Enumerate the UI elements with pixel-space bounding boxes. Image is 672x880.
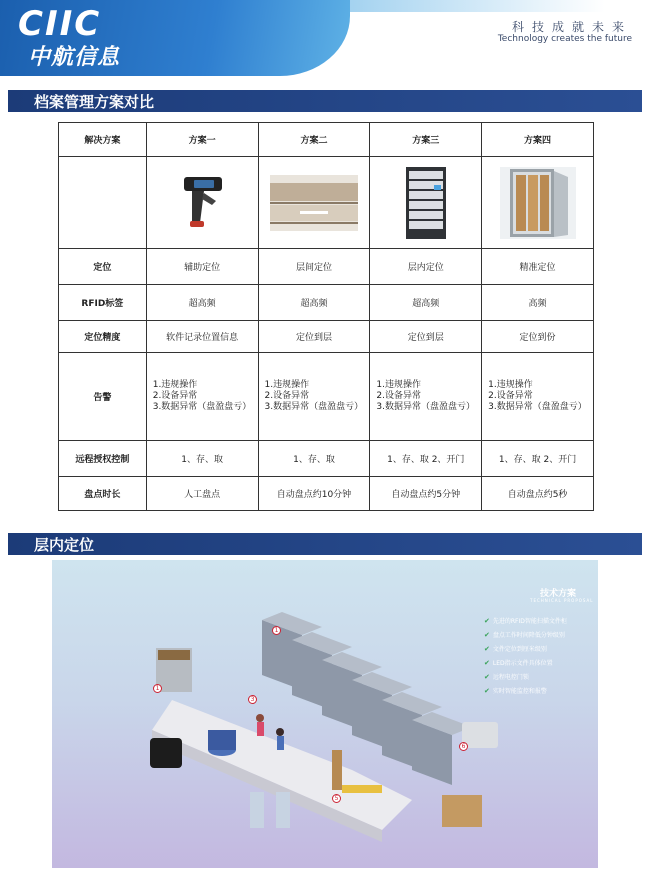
table-cell: 超高频 bbox=[146, 285, 258, 321]
alarm-line: 2.设备异常 bbox=[376, 391, 422, 401]
table-cell: 高频 bbox=[482, 285, 594, 321]
check-icon: ✔ bbox=[484, 617, 490, 625]
table-cell: 精准定位 bbox=[482, 249, 594, 285]
table-cell: 定位到份 bbox=[482, 321, 594, 353]
table-cell: 层间定位 bbox=[258, 249, 370, 285]
feature-item bbox=[484, 630, 565, 639]
technical-proposal-illustration bbox=[52, 560, 598, 868]
table-cell-alarm bbox=[482, 353, 594, 441]
alarm-line: 1.违规操作 bbox=[376, 380, 422, 390]
check-icon: ✔ bbox=[484, 645, 490, 653]
section-bar-in-layer bbox=[8, 533, 642, 555]
table-header-cell: 方案四 bbox=[482, 123, 594, 157]
feature-text: LED指示文件具体位置 bbox=[492, 660, 553, 667]
check-icon: ✔ bbox=[484, 631, 490, 639]
table-row-alarm bbox=[59, 353, 594, 441]
table-row-label: 告警 bbox=[59, 353, 147, 441]
table-row-label: 远程授权控制 bbox=[59, 441, 147, 477]
table-cell: 辅助定位 bbox=[146, 249, 258, 285]
alarm-line: 1.违规操作 bbox=[152, 380, 198, 390]
feature-item bbox=[484, 672, 529, 681]
table-cell: 软件记录位置信息 bbox=[146, 321, 258, 353]
section-title-comparison: 档案管理方案对比 bbox=[34, 93, 155, 111]
table-cell: 1、存、取 bbox=[258, 441, 370, 477]
table-header-cell: 方案三 bbox=[370, 123, 482, 157]
table-header-cell: 方案一 bbox=[146, 123, 258, 157]
table-cell: 定位到层 bbox=[370, 321, 482, 353]
callout-marker: 3 bbox=[248, 695, 257, 704]
table-row-images bbox=[59, 157, 594, 249]
alarm-line: 3.数据异常（盘盈盘亏） bbox=[376, 402, 476, 412]
table-cell: 超高频 bbox=[258, 285, 370, 321]
alarm-line: 2.设备异常 bbox=[152, 391, 198, 401]
feature-text: 盘点工作时间降低分钟级别 bbox=[492, 632, 565, 639]
alarm-line: 3.数据异常（盘盈盘亏） bbox=[152, 402, 252, 412]
table-row-accuracy bbox=[59, 321, 594, 353]
logo-text-en: CIIC bbox=[18, 4, 102, 44]
slogan-en: Technology creates the future bbox=[497, 34, 632, 44]
tech-proposal-subtitle: TECHNICAL PROPOSAL bbox=[530, 598, 594, 603]
alarm-line: 2.设备异常 bbox=[264, 391, 310, 401]
alarm-line: 1.违规操作 bbox=[488, 380, 533, 390]
feature-item bbox=[484, 658, 553, 667]
feature-item bbox=[484, 644, 547, 653]
table-cell-empty bbox=[59, 157, 147, 249]
feature-text: 远程电控门锁 bbox=[492, 674, 529, 681]
table-row-label: 盘点时长 bbox=[59, 477, 147, 511]
table-cell: 1、存、取 bbox=[146, 441, 258, 477]
table-row-inventory-time bbox=[59, 477, 594, 511]
slogan-cn: 科技成就未来 bbox=[511, 20, 632, 34]
callout-marker: 5 bbox=[332, 794, 341, 803]
table-cell: 1、存、取 2、开门 bbox=[370, 441, 482, 477]
table-header-row bbox=[59, 123, 594, 157]
archive-room-isometric-image bbox=[52, 560, 598, 868]
feature-text: 先进的RFID智能扫描文件柜 bbox=[492, 618, 567, 625]
table-cell: 1、存、取 2、开门 bbox=[482, 441, 594, 477]
table-row-label: RFID标签 bbox=[59, 285, 147, 321]
table-cell: 人工盘点 bbox=[146, 477, 258, 511]
table-header-cell: 解决方案 bbox=[59, 123, 147, 157]
file-cabinet-open-image bbox=[482, 157, 594, 249]
check-icon: ✔ bbox=[484, 659, 490, 667]
check-icon: ✔ bbox=[484, 687, 490, 695]
feature-item bbox=[484, 616, 567, 625]
alarm-line: 3.数据异常（盘盈盘亏） bbox=[264, 402, 364, 412]
table-header-cell: 方案二 bbox=[258, 123, 370, 157]
table-row-remote-control bbox=[59, 441, 594, 477]
table-row-label: 定位 bbox=[59, 249, 147, 285]
check-icon: ✔ bbox=[484, 673, 490, 681]
logo-text-cn: 中航信息 bbox=[28, 45, 121, 70]
table-cell: 超高频 bbox=[370, 285, 482, 321]
handheld-reader-image bbox=[146, 157, 258, 249]
alarm-line: 3.数据异常（盘盈盘亏） bbox=[488, 402, 587, 412]
alarm-line: 1.违规操作 bbox=[264, 380, 310, 390]
table-cell: 层内定位 bbox=[370, 249, 482, 285]
alarm-line: 2.设备异常 bbox=[488, 391, 533, 401]
section-bar-comparison bbox=[8, 90, 642, 112]
feature-item bbox=[484, 686, 547, 695]
table-cell: 自动盘点约5分钟 bbox=[370, 477, 482, 511]
header bbox=[0, 0, 672, 76]
smart-cabinet-image bbox=[370, 157, 482, 249]
table-cell-alarm bbox=[258, 353, 370, 441]
table-row-rfid bbox=[59, 285, 594, 321]
callout-marker: 1 bbox=[153, 684, 162, 693]
shelf-layer-image bbox=[258, 157, 370, 249]
comparison-table bbox=[58, 122, 594, 511]
table-cell: 自动盘点约5秒 bbox=[482, 477, 594, 511]
table-row-label: 定位精度 bbox=[59, 321, 147, 353]
feature-text: 实时智能监控和报警 bbox=[492, 688, 547, 695]
table-cell: 自动盘点约10分钟 bbox=[258, 477, 370, 511]
table-row-positioning bbox=[59, 249, 594, 285]
table-cell: 定位到层 bbox=[258, 321, 370, 353]
tech-proposal-title: 技术方案 bbox=[540, 589, 577, 599]
table-cell-alarm bbox=[370, 353, 482, 441]
callout-marker: 1 bbox=[272, 626, 281, 635]
callout-marker: 6 bbox=[459, 742, 468, 751]
feature-text: 文件定位到厘米级别 bbox=[492, 646, 547, 653]
table-cell-alarm bbox=[146, 353, 258, 441]
section-title-in-layer: 层内定位 bbox=[34, 536, 95, 554]
